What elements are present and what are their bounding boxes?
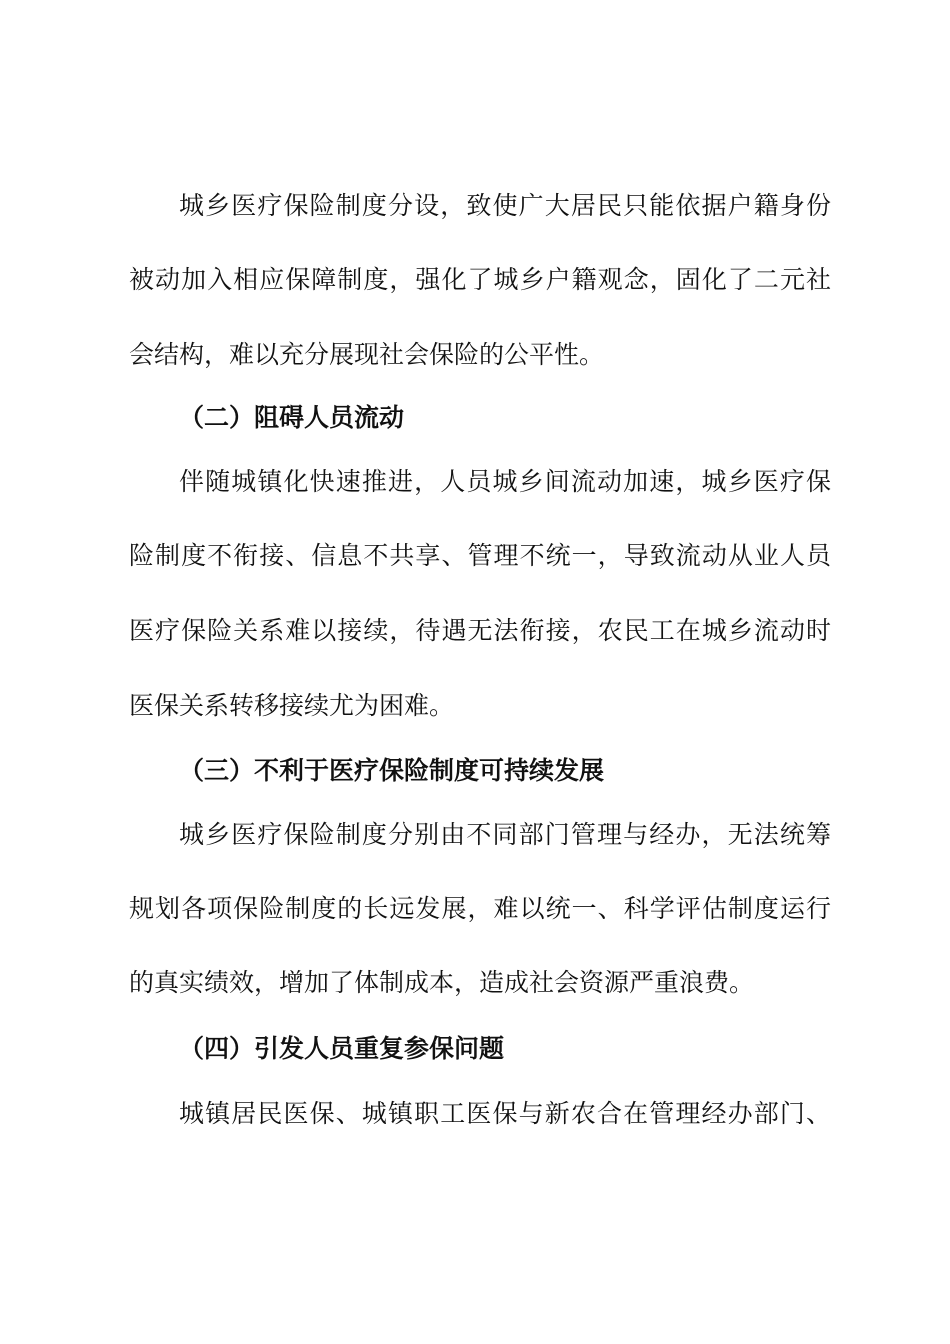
paragraph-line: 被动加入相应保障制度，强化了城乡户籍观念，固化了二元社 — [129, 265, 831, 294]
paragraph-line: 城镇居民医保、城镇职工医保与新农合在管理经办部门、 — [179, 1099, 831, 1128]
paragraph-line: 伴随城镇化快速推进，人员城乡间流动加速，城乡医疗保 — [179, 467, 831, 496]
paragraph-line: 的真实绩效，增加了体制成本，造成社会资源严重浪费。 — [129, 968, 755, 997]
section-heading: （三）不利于医疗保险制度可持续发展 — [179, 756, 605, 785]
paragraph-line: 会结构，难以充分展现社会保险的公平性。 — [129, 340, 605, 369]
section-heading: （二）阻碍人员流动 — [179, 403, 405, 432]
paragraph-line: 医保关系转移接续尤为困难。 — [129, 691, 455, 720]
section-heading: （四）引发人员重复参保问题 — [179, 1034, 505, 1063]
paragraph-line: 规划各项保险制度的长远发展，难以统一、科学评估制度运行 — [129, 894, 831, 923]
paragraph-line: 医疗保险关系难以接续，待遇无法衔接，农民工在城乡流动时 — [129, 616, 831, 645]
paragraph-line: 险制度不衔接、信息不共享、管理不统一，导致流动从业人员 — [129, 541, 831, 570]
paragraph-line: 城乡医疗保险制度分别由不同部门管理与经办，无法统筹 — [179, 820, 831, 849]
paragraph-line: 城乡医疗保险制度分设，致使广大居民只能依据户籍身份 — [179, 191, 831, 220]
